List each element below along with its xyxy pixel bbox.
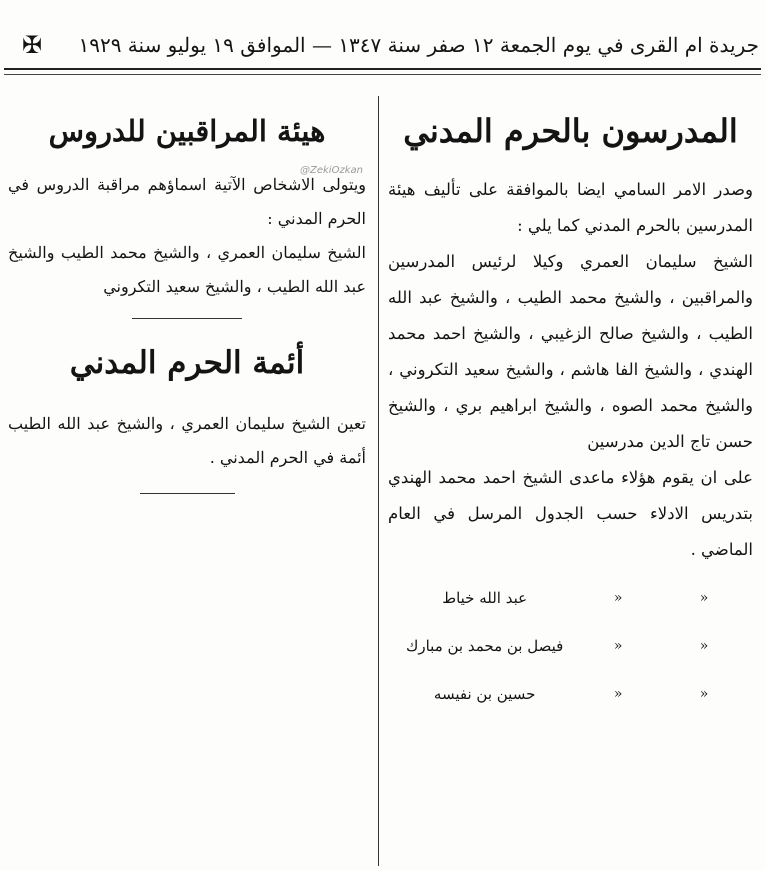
ornament-icon: ✠ xyxy=(21,31,43,59)
article-supervisors xyxy=(4,96,370,494)
assistant-name: حسين بن نفيسه xyxy=(433,685,536,703)
list-item xyxy=(394,574,747,622)
list-item xyxy=(394,670,747,718)
column-divider xyxy=(378,96,379,866)
ditto-mark: « xyxy=(613,638,623,654)
article-imams-headline: أئمة الحرم المدني xyxy=(69,345,305,381)
watermark: @ZekiOzkan xyxy=(300,165,363,176)
assistant-names-list xyxy=(384,574,757,718)
article-teachers-list: الشيخ سليمان العمري وكيلا لرئيس المدرسين والمراقبين ، والشيخ محمد الطيب ، والشيخ عبد الله الطيب ، والشيخ صالح الزغيبي ، والشيخ احمد محمد الهندي ، والشيخ الفا هاشم ، والشيخ سعيد التكروني ، والشيخ محمد الصوه ، والشيخ ابراهيم بري ، والشيخ حسن تاج الدين مدرسين xyxy=(388,252,753,451)
article-teachers-headline: المدرسون بالحرم المدني xyxy=(403,112,738,150)
assistant-name: فيصل بن محمد بن مبارك xyxy=(405,637,564,655)
section-divider xyxy=(132,318,242,319)
ditto-mark: « xyxy=(699,590,709,606)
article-teachers xyxy=(384,96,757,718)
masthead-dateline: جريدة ام القرى في يوم الجمعة ١٢ صفر سنة ١٣٤٧ — الموافق ١٩ يوليو سنة ١٩٢٩ xyxy=(78,33,759,57)
section-divider xyxy=(140,493,235,494)
assistant-name: عبد الله خياط xyxy=(442,589,528,607)
masthead xyxy=(6,26,759,64)
article-supervisors-headline: هيئة المراقبين للدروس xyxy=(48,114,326,148)
masthead-rule xyxy=(4,68,761,70)
article-supervisors-intro: ويتولى الاشخاص الآتية اسماؤهم مراقبة الدروس في الحرم المدني : xyxy=(8,175,366,228)
ditto-mark: « xyxy=(613,590,623,606)
article-supervisors-list: الشيخ سليمان العمري ، والشيخ محمد الطيب والشيخ عبد الله الطيب ، والشيخ سعيد التكروني xyxy=(8,243,366,296)
article-teachers-intro: وصدر الامر السامي ايضا بالموافقة على تأليف هيئة المدرسين بالحرم المدني كما يلي : xyxy=(388,180,753,235)
ditto-mark: « xyxy=(699,686,709,702)
article-imams-body: تعين الشيخ سليمان العمري ، والشيخ عبد الله الطيب أئمة في الحرم المدني . xyxy=(8,414,366,467)
ditto-mark: « xyxy=(613,686,623,702)
article-teachers-note: على ان يقوم هؤلاء ماعدى الشيخ احمد محمد الهندي بتدريس الادلاء حسب الجدول المرسل في العام الماضي . xyxy=(388,468,753,559)
ditto-mark: « xyxy=(699,638,709,654)
masthead-rule-secondary xyxy=(4,74,761,75)
list-item xyxy=(394,622,747,670)
